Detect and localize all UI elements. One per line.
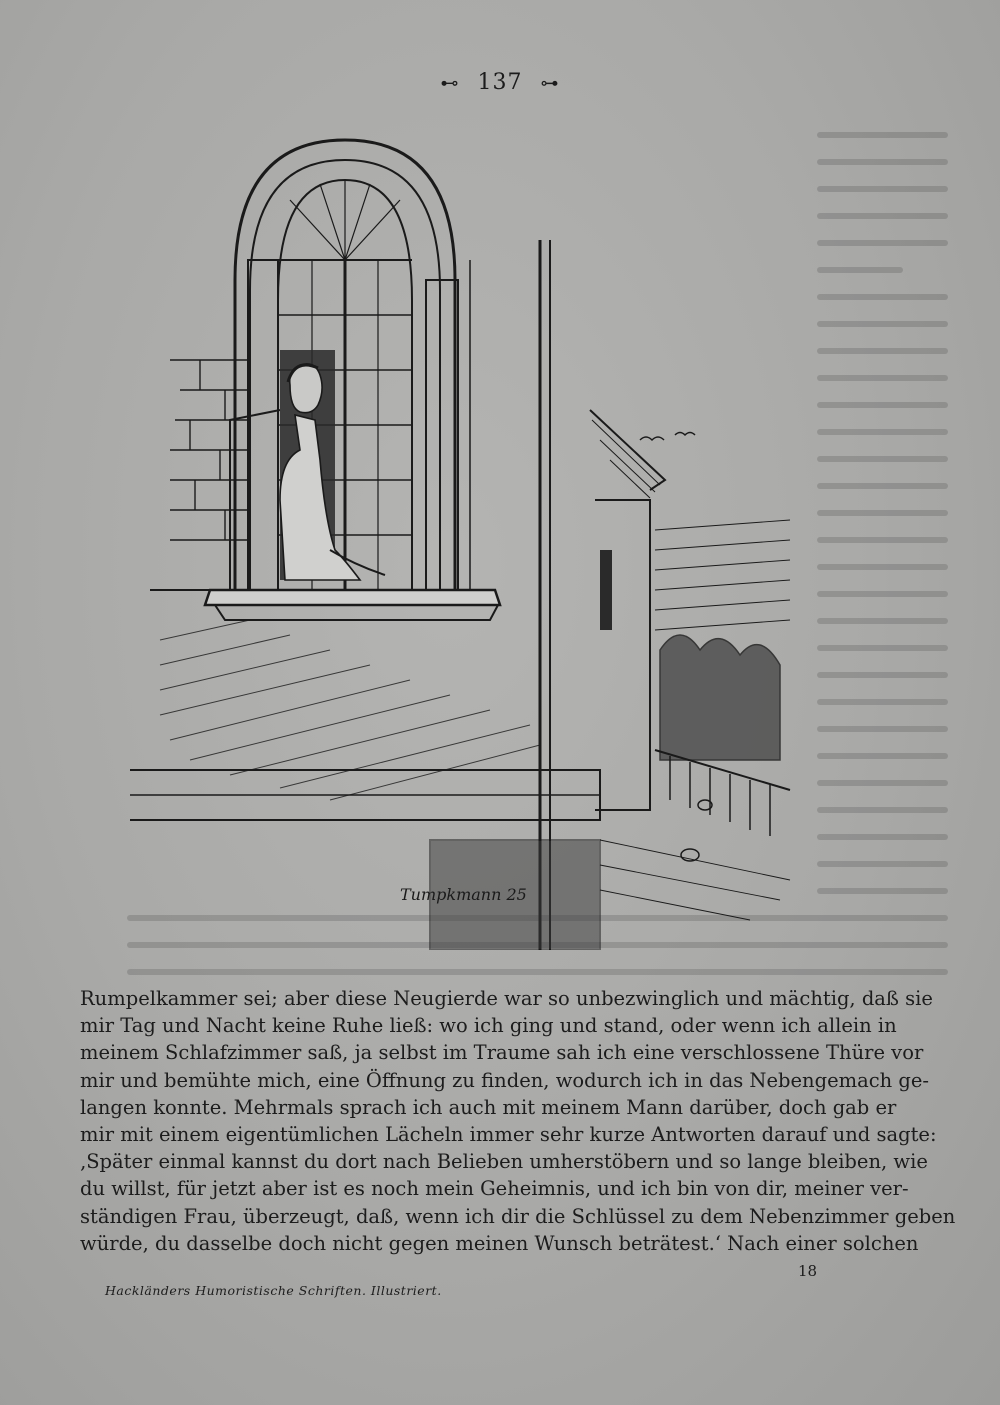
text-line: würde, du dasselbe doch nicht gegen meinen Wunsch beträtest.‘ Nach einer solchen <box>80 1231 919 1255</box>
signature-mark: 18 <box>798 1262 818 1280</box>
text-line: mir Tag und Nacht keine Ruhe ließ: wo ich ging und stand, oder wenn ich allein in <box>80 1014 897 1038</box>
body-text <box>80 985 956 1257</box>
text-line: mir und bemühte mich, eine Öffnung zu finden, wodurch ich in das Nebengemach ge- <box>80 1068 930 1092</box>
text-line: meinem Schlafzimmer saß, ja selbst im Traume sah ich eine verschlossene Thüre vor <box>80 1041 924 1065</box>
text-line: ständigen Frau, überzeugt, daß, wenn ich dir die Schlüssel zu dem Nebenzimmer geben <box>80 1204 956 1228</box>
running-footer: Hackländers Humoristische Schriften. Illustriert. <box>105 1283 442 1298</box>
text-line: du willst, für jetzt aber ist es noch mein Geheimnis, und ich bin von dir, meiner ver- <box>80 1177 909 1201</box>
text-line: mir mit einem eigentümlichen Lächeln immer sehr kurze Antworten darauf und sagte: <box>80 1122 937 1146</box>
ornament-right-icon: ⊶ <box>540 72 560 94</box>
text-line: ‚Später einmal kannst du dort nach Belieben umherstöbern und so lange bleiben, wie <box>80 1150 928 1174</box>
text-line: Rumpelkammer sei; aber diese Neugierde war so unbezwinglich und mächtig, daß sie <box>80 987 933 1010</box>
window-illustration <box>130 120 810 950</box>
artist-signature: Tumpkmann 25 <box>400 885 527 904</box>
page-header <box>0 70 1000 95</box>
ornament-left-icon: ⊷ <box>440 72 460 94</box>
text-line: langen konnte. Mehrmals sprach ich auch mit meinem Mann darüber, doch gab er <box>80 1095 897 1119</box>
page-number: 137 <box>477 70 523 95</box>
